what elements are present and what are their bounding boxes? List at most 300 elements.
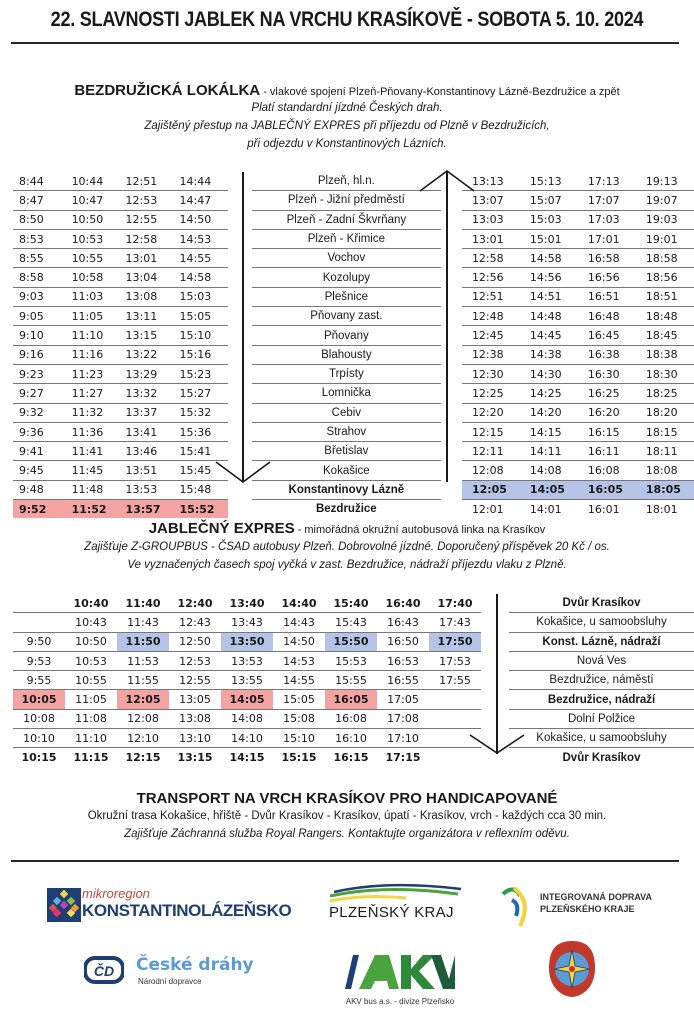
bus-table-row [13,690,694,709]
outbound-time: 13:37 [120,403,174,422]
train-table-row [13,287,694,306]
cd-emblem-icon [84,955,124,985]
bus-heading-title: JABLEČNÝ EXPRES [148,520,295,537]
bus-time: 11:40 [117,594,169,613]
return-time: 14:08 [520,461,578,480]
plzensky-kraj-swoosh-icon [326,880,466,904]
bus-time: 17:50 [429,632,481,651]
outbound-time: 9:23 [13,364,66,383]
bus-time: 11:43 [117,613,169,632]
outbound-time: 9:32 [13,403,66,422]
bus-time: 11:05 [65,690,117,709]
return-time: 14:11 [520,442,578,461]
spacer [228,191,252,210]
bus-time: 13:08 [169,709,221,728]
outbound-time: 10:50 [66,210,120,229]
spacer [441,307,462,326]
spacer [441,229,462,248]
return-time: 12:25 [462,384,520,403]
bus-time: 12:43 [169,613,221,632]
outbound-time: 9:52 [13,500,66,519]
idp-label-2: PLZEŇSKÉHO KRAJE [540,904,635,914]
outbound-time: 10:44 [66,172,120,191]
cd-name: České dráhy [136,955,254,975]
spacer [228,364,252,383]
bus-stop-name: Konst. Lázně, nádraží [509,632,694,651]
bus-time: 16:43 [377,613,429,632]
outbound-time: 11:32 [66,403,120,422]
bus-time: 12:50 [169,632,221,651]
bus-time: 10:53 [65,651,117,670]
down-arrow-icon [216,462,270,484]
train-table-row [13,442,694,461]
outbound-time: 14:44 [174,172,228,191]
bus-time [13,594,65,613]
bus-time: 14:10 [221,729,273,748]
outbound-time: 15:52 [174,500,228,519]
station-name: Plzeň, hl.n. [252,172,441,191]
outbound-time: 15:03 [174,287,228,306]
outbound-time: 13:11 [120,307,174,326]
bus-time: 12:15 [125,751,161,765]
outbound-time: 13:15 [120,326,174,345]
outbound-time: 10:58 [66,268,120,287]
bus-time: 10:40 [65,594,117,613]
bus-time: 11:08 [65,709,117,728]
bus-table-row [13,709,694,728]
spacer [228,403,252,422]
return-time: 16:38 [578,345,636,364]
train-heading-title: BEZDRUŽICKÁ LOKÁLKA [74,82,261,99]
bus-time: 9:55 [13,671,65,690]
bus-time: 10:10 [13,729,65,748]
outbound-time: 13:53 [120,480,174,499]
return-time: 18:11 [636,442,694,461]
return-time: 12:11 [462,442,520,461]
bus-time: 13:53 [221,651,273,670]
idp-logo [500,884,680,928]
handicap-heading [0,790,694,808]
bus-time: 13:10 [169,729,221,748]
spacer [228,442,252,461]
bus-time: 14:53 [273,651,325,670]
train-table-row [13,191,694,210]
station-name: Lomnička [252,384,441,403]
return-time: 14:25 [520,384,578,403]
return-time: 15:07 [520,191,578,210]
bus-table-row [13,632,694,651]
outbound-time: 10:47 [66,191,120,210]
return-time: 14:15 [520,422,578,441]
station-name: Strahov [252,422,441,441]
outbound-time: 8:53 [13,229,66,248]
bus-time: 12:53 [169,651,221,670]
return-time: 18:58 [636,249,694,268]
bus-time: 15:08 [273,709,325,728]
return-time: 16:25 [578,384,636,403]
spacer [481,632,509,651]
bus-time: 12:08 [117,709,169,728]
bus-time: 10:43 [65,613,117,632]
return-time: 14:45 [520,326,578,345]
plzensky-kraj-label: PLZEŇSKÝ KRAJ [329,904,454,921]
bus-heading-subtitle: - mimořádná okružní autobusová linka na Krasíkov [294,524,546,536]
outbound-time: 11:23 [66,364,120,383]
train-note-2: Zajištěný přestup na JABLEČNÝ EXPRES při příjezdu od Plzně v Bezdružicích, [144,120,550,132]
bus-stop-name: Dolní Polžice [509,709,694,728]
spacer [481,709,509,728]
outbound-time: 15:41 [174,442,228,461]
return-time: 16:01 [587,502,620,516]
station-name: Břetislav [252,442,441,461]
spacer [441,210,462,229]
return-time: 16:20 [578,403,636,422]
return-time: 12:05 [462,480,520,499]
bus-time: 10:50 [65,632,117,651]
bus-stop-name: Kokašice, u samoobsluhy [509,729,694,748]
station-name: Trpísty [252,364,441,383]
spacer [228,268,252,287]
outbound-time: 8:58 [13,268,66,287]
outbound-time: 8:55 [13,249,66,268]
outbound-time: 15:36 [174,422,228,441]
bus-time: 15:50 [325,632,377,651]
akv-logo [335,955,465,1015]
bus-timetable [13,594,694,767]
spacer [228,345,252,364]
bus-time [429,709,481,728]
bus-note-1: Zajišťuje Z-GROUPBUS - ČSAD autobusy Plzeň. Dobrovolné jízdné. Doporučený příspěvek 20 Kč / os. [84,541,610,553]
outbound-time: 8:50 [13,210,66,229]
return-time: 16:11 [578,442,636,461]
return-time: 14:05 [520,480,578,499]
outbound-time: 9:10 [13,326,66,345]
bus-time: 15:05 [273,690,325,709]
bus-time: 14:50 [273,632,325,651]
return-time: 19:01 [636,229,694,248]
up-arrow-icon [420,171,474,191]
return-time: 14:48 [520,307,578,326]
return-time: 17:13 [578,172,636,191]
spacer [441,345,462,364]
outbound-time: 11:03 [66,287,120,306]
handicap-heading-title: TRANSPORT NA VRCH KRASÍKOV PRO HANDICAPOVANÉ [136,790,558,807]
return-time: 12:45 [462,326,520,345]
return-time: 19:03 [636,210,694,229]
mikroregion-label: mikroregion [82,886,150,901]
spacer [228,249,252,268]
bus-time: 16:08 [325,709,377,728]
outbound-time: 12:53 [120,191,174,210]
return-time: 16:48 [578,307,636,326]
outbound-time: 11:41 [66,442,120,461]
return-time: 18:20 [636,403,694,422]
return-time: 15:03 [520,210,578,229]
bus-stop-name: Dvůr Krasíkov [562,751,641,764]
outbound-time: 15:45 [174,461,228,480]
bus-time: 15:15 [281,751,317,765]
bus-time: 14:15 [229,751,265,765]
outbound-time: 15:48 [174,480,228,499]
outbound-time: 13:22 [120,345,174,364]
bus-time: 11:15 [73,751,109,765]
spacer [441,249,462,268]
bus-time: 12:05 [117,690,169,709]
spacer [441,442,462,461]
bus-time: 16:53 [377,651,429,670]
return-time: 18:51 [636,287,694,306]
ceske-drahy-logo [84,953,274,989]
bus-time: 14:08 [221,709,273,728]
outbound-time: 11:45 [66,461,120,480]
outbound-time: 9:41 [13,442,66,461]
bus-heading [0,520,694,538]
return-time: 18:30 [636,364,694,383]
return-time: 12:51 [462,287,520,306]
bus-time: 12:40 [169,594,221,613]
return-time: 14:01 [529,502,562,516]
train-note-1: Platí standardní jízdné Českých drah. [251,102,443,114]
spacer [228,422,252,441]
return-time: 16:05 [578,480,636,499]
spacer [441,480,462,499]
mikroregion-name: KONSTANTINOLÁZEŇSKO [82,901,292,920]
bus-time: 11:55 [117,671,169,690]
bus-time: 10:05 [13,690,65,709]
spacer [441,422,462,441]
station-name: Blahousty [252,345,441,364]
train-heading-subtitle: - vlakové spojení Plzeň-Pňovany-Konstantinovy Lázně-Bezdružice a zpět [260,86,620,98]
outbound-time: 12:58 [120,229,174,248]
outbound-time: 11:36 [66,422,120,441]
return-time: 13:07 [462,191,520,210]
station-name: Plešnice [252,287,441,306]
spacer [481,690,509,709]
return-time: 16:51 [578,287,636,306]
train-table-row [13,345,694,364]
bus-table-row [13,651,694,670]
spacer [441,364,462,383]
station-name: Kozolupy [252,268,441,287]
station-name: Vochov [252,249,441,268]
return-time: 13:01 [462,229,520,248]
bus-stop-name: Bezdružice, náměstí [509,671,694,690]
bus-time: 17:40 [429,594,481,613]
station-name: Cebiv [252,403,441,422]
return-time: 14:56 [520,268,578,287]
outbound-time: 13:08 [120,287,174,306]
bus-time: 17:43 [429,613,481,632]
spacer [228,384,252,403]
bus-table-row [13,748,694,767]
bus-time: 15:10 [273,729,325,748]
royal-rangers-badge-icon [548,940,596,998]
return-time: 16:58 [578,249,636,268]
station-name: Pňovany zast. [252,307,441,326]
outbound-time: 10:53 [66,229,120,248]
plzensky-kraj-logo [326,880,466,926]
spacer [441,326,462,345]
spacer [441,461,462,480]
bus-time: 11:53 [117,651,169,670]
outbound-time: 14:47 [174,191,228,210]
spacer [228,172,252,191]
bus-time: 13:50 [221,632,273,651]
outbound-time: 12:51 [120,172,174,191]
mikroregion-logo [47,888,297,922]
bus-note-2: Ve vyznačených časech spoj vyčká v zast. Bezdružice, nádraží příjezdu vlaku z Plzně. [127,559,567,571]
train-return-direction-line [446,172,448,482]
return-time: 18:48 [636,307,694,326]
return-time: 17:01 [578,229,636,248]
outbound-time: 15:32 [174,403,228,422]
spacer [228,500,252,519]
spacer [441,403,462,422]
return-time: 14:30 [520,364,578,383]
train-table-row [13,384,694,403]
outbound-time: 11:27 [66,384,120,403]
outbound-time: 15:16 [174,345,228,364]
train-table-row [13,307,694,326]
outbound-time: 11:16 [66,345,120,364]
outbound-time: 9:05 [13,307,66,326]
return-time: 18:01 [645,502,678,516]
idp-label-1: INTEGROVANÁ DOPRAVA [540,892,653,902]
return-time: 18:56 [636,268,694,287]
return-time: 18:15 [636,422,694,441]
down-arrow-icon [470,735,524,755]
return-time: 12:56 [462,268,520,287]
bus-table-row [13,613,694,632]
bus-time: 17:05 [377,690,429,709]
akv-letters-icon [345,955,455,989]
return-time: 12:20 [462,403,520,422]
outbound-time: 13:01 [120,249,174,268]
return-time: 12:38 [462,345,520,364]
spacer [481,671,509,690]
spacer [441,287,462,306]
bus-time: 11:50 [117,632,169,651]
bus-time [429,690,481,709]
bus-time: 14:55 [273,671,325,690]
svg-text:ČD: ČD [93,963,115,979]
return-time: 18:25 [636,384,694,403]
bus-stop-name: Kokašice, u samoobsluhy [509,613,694,632]
outbound-time: 11:05 [66,307,120,326]
outbound-time: 14:55 [174,249,228,268]
bus-time: 11:10 [65,729,117,748]
bus-time: 10:15 [21,751,57,765]
outbound-time: 13:29 [120,364,174,383]
return-time: 18:38 [636,345,694,364]
return-time: 12:01 [471,502,504,516]
return-time: 14:38 [520,345,578,364]
spacer [228,287,252,306]
spacer [228,210,252,229]
royal-rangers-logo [548,940,596,998]
outbound-time: 8:47 [13,191,66,210]
train-table-row [13,229,694,248]
train-table-row [13,364,694,383]
return-time: 19:07 [636,191,694,210]
outbound-time: 14:58 [174,268,228,287]
return-time: 17:07 [578,191,636,210]
mikroregion-mosaic-icon [47,888,81,922]
train-table-row [13,480,694,499]
bus-time: 17:15 [385,751,421,765]
outbound-time: 9:48 [13,480,66,499]
bus-time: 13:55 [221,671,273,690]
bus-direction-line [496,594,498,754]
spacer [441,268,462,287]
bus-time: 10:08 [13,709,65,728]
bus-table-row [13,729,694,748]
train-table-row [13,249,694,268]
bus-time: 9:50 [13,632,65,651]
return-time: 15:13 [520,172,578,191]
return-time: 18:05 [636,480,694,499]
station-name: Plzeň - Křimice [252,229,441,248]
bus-time: 16:05 [325,690,377,709]
station-name: Bezdružice [315,503,377,516]
bus-time: 15:43 [325,613,377,632]
return-time: 17:03 [578,210,636,229]
outbound-time: 9:36 [13,422,66,441]
bus-time: 17:53 [429,651,481,670]
spacer [441,384,462,403]
train-table-row [13,326,694,345]
outbound-time: 13:41 [120,422,174,441]
spacer [481,651,509,670]
bus-table-row [13,671,694,690]
outbound-time: 14:53 [174,229,228,248]
bus-stop-name: Bezdružice, nádraží [509,690,694,709]
bus-time [13,613,65,632]
train-table-row [13,268,694,287]
akv-caption: AKV bus a.s. - divize Plzeňsko [345,997,455,1006]
train-table-row [13,403,694,422]
train-table-row [13,210,694,229]
return-time: 12:15 [462,422,520,441]
bus-time: 12:10 [117,729,169,748]
return-time: 14:58 [520,249,578,268]
idp-arcs-icon [500,884,530,928]
spacer [228,326,252,345]
train-timetable [13,172,694,518]
cd-subtitle: Národní dopravce [138,977,202,986]
handicap-line-1: Okružní trasa Kokašice, hřiště - Dvůr Krasíkov - Krasíkov, úpatí - Krasíkov, vrch - každých cca 30 min. [87,810,607,822]
return-time: 18:08 [636,461,694,480]
outbound-time: 13:04 [120,268,174,287]
train-note-3: při odjezdu v Konstantinových Lázních. [247,138,447,150]
return-time: 12:58 [462,249,520,268]
outbound-time: 15:10 [174,326,228,345]
outbound-time: 10:55 [66,249,120,268]
outbound-time: 13:57 [120,500,174,519]
station-name: Plzeň - Jižní předměstí [252,191,441,210]
bus-time: 15:40 [325,594,377,613]
station-name: Konstantinovy Lázně [252,480,441,499]
return-time: 12:08 [462,461,520,480]
bus-time: 14:43 [273,613,325,632]
outbound-time: 13:51 [120,461,174,480]
train-table-row [13,461,694,480]
footer-divider [11,860,679,862]
bus-time: 16:10 [325,729,377,748]
bus-time: 13:43 [221,613,273,632]
bus-time: 13:40 [221,594,273,613]
bus-time: 17:55 [429,671,481,690]
